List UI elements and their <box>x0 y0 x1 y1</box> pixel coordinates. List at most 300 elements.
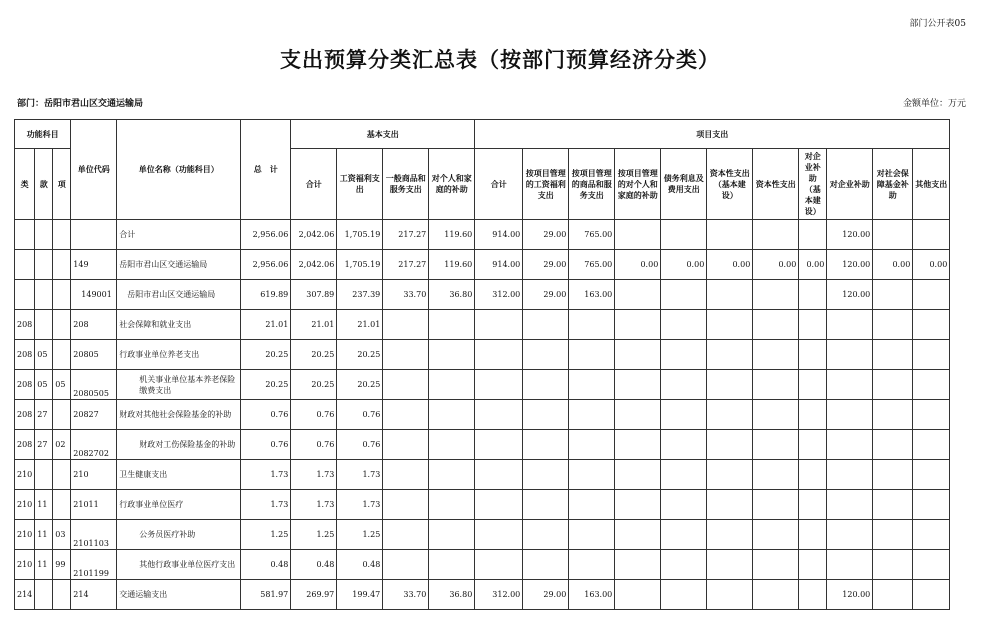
b_person-cell <box>429 430 475 460</box>
b_wage-cell: 1,705.19 <box>337 220 383 250</box>
table-row <box>15 370 950 400</box>
p_goods-cell <box>569 430 615 460</box>
p_goods-cell <box>569 340 615 370</box>
form-number: 部门公开表05 <box>909 19 966 29</box>
project-header: 项目支出 <box>475 120 950 149</box>
p_person-cell <box>615 490 661 520</box>
p_cap-cell: 0.00 <box>753 250 799 280</box>
budget-table <box>14 119 950 610</box>
p_ent_base-cell <box>799 220 827 250</box>
b_person-cell: 36.80 <box>429 580 475 610</box>
p_sum-cell <box>475 310 523 340</box>
p_other-cell <box>913 220 950 250</box>
unit-name-cell: 公务员医疗补助 <box>117 520 241 550</box>
p_goods-cell <box>569 490 615 520</box>
table-row <box>15 250 950 280</box>
b_goods-cell: 33.70 <box>383 280 429 310</box>
p_ent_base-cell <box>799 310 827 340</box>
p_person-cell <box>615 580 661 610</box>
p_ent_base-cell <box>799 340 827 370</box>
b_goods-cell: 217.27 <box>383 250 429 280</box>
unit-name-cell: 合计 <box>117 220 241 250</box>
kuan-header: 款 <box>35 149 53 220</box>
p_person-cell: 0.00 <box>615 250 661 280</box>
b_sum-cell: 1.25 <box>291 520 337 550</box>
p_person-cell <box>615 400 661 430</box>
b_goods-cell <box>383 370 429 400</box>
kuan-cell <box>35 220 53 250</box>
project-col-header: 按项目管理的工资福利支出 <box>523 149 569 220</box>
b_goods-cell <box>383 310 429 340</box>
basic-col-header: 工资福利支出 <box>337 149 383 220</box>
p_goods-cell <box>569 460 615 490</box>
p_cap-cell <box>753 550 799 580</box>
p_wage-cell <box>523 550 569 580</box>
basic-header: 基本支出 <box>291 120 475 149</box>
p_debt-cell <box>661 550 707 580</box>
b_person-cell <box>429 400 475 430</box>
p_social-cell <box>873 550 913 580</box>
xiang-header: 项 <box>53 149 71 220</box>
b_goods-cell <box>383 490 429 520</box>
kuan-cell: 11 <box>35 550 53 580</box>
p_debt-cell <box>661 580 707 610</box>
unit-code-cell: 149 <box>71 250 117 280</box>
p_person-cell <box>615 340 661 370</box>
p_debt-cell <box>661 490 707 520</box>
b_goods-cell: 217.27 <box>383 220 429 250</box>
p_other-cell <box>913 340 950 370</box>
table-row <box>15 220 950 250</box>
p_cap-cell <box>753 340 799 370</box>
p_sum-cell <box>475 370 523 400</box>
total-header: 总 计 <box>241 120 291 220</box>
xiang-cell: 05 <box>53 370 71 400</box>
p_social-cell <box>873 400 913 430</box>
p_social-cell: 0.00 <box>873 250 913 280</box>
b_person-cell: 119.60 <box>429 250 475 280</box>
page-title: 支出预算分类汇总表（按部门预算经济分类） <box>280 48 720 72</box>
lei-cell <box>15 280 35 310</box>
department-label: 部门：岳阳市君山区交通运输局 <box>17 99 144 109</box>
p_wage-cell <box>523 340 569 370</box>
unit-name-cell: 岳阳市君山区交通运输局 <box>117 280 241 310</box>
b_person-cell <box>429 490 475 520</box>
total-cell: 20.25 <box>241 370 291 400</box>
project-col-header: 对企业补助 <box>827 149 873 220</box>
p_cap_base-cell <box>707 310 753 340</box>
table-row <box>15 310 950 340</box>
p_ent_base-cell <box>799 460 827 490</box>
p_goods-cell <box>569 310 615 340</box>
b_sum-cell: 21.01 <box>291 310 337 340</box>
p_wage-cell <box>523 460 569 490</box>
b_goods-cell <box>383 460 429 490</box>
p_goods-cell: 765.00 <box>569 250 615 280</box>
basic-col-header: 对个人和家庭的补助 <box>429 149 475 220</box>
b_sum-cell: 0.48 <box>291 550 337 580</box>
b_person-cell <box>429 310 475 340</box>
func-subject-header: 功能科目 <box>15 120 71 149</box>
p_wage-cell <box>523 310 569 340</box>
p_sum-cell <box>475 430 523 460</box>
xiang-cell <box>53 490 71 520</box>
p_wage-cell: 29.00 <box>523 580 569 610</box>
p_cap-cell <box>753 520 799 550</box>
b_sum-cell: 0.76 <box>291 400 337 430</box>
b_wage-cell: 199.47 <box>337 580 383 610</box>
p_cap_base-cell <box>707 460 753 490</box>
p_ent-cell <box>827 550 873 580</box>
basic-col-header: 一般商品和服务支出 <box>383 149 429 220</box>
p_ent-cell <box>827 430 873 460</box>
p_goods-cell: 765.00 <box>569 220 615 250</box>
xiang-cell <box>53 400 71 430</box>
unit-code-cell: 21011 <box>71 490 117 520</box>
unit-label: 金额单位：万元 <box>902 99 966 109</box>
p_wage-cell: 29.00 <box>523 280 569 310</box>
table-row <box>15 490 950 520</box>
p_person-cell <box>615 550 661 580</box>
project-col-header: 资本性支出（基本建设） <box>707 149 753 220</box>
table-row <box>15 400 950 430</box>
p_ent-cell <box>827 370 873 400</box>
unit-name-cell: 交通运输支出 <box>117 580 241 610</box>
p_ent-cell: 120.00 <box>827 580 873 610</box>
table-row <box>15 550 950 580</box>
p_social-cell <box>873 490 913 520</box>
kuan-cell: 05 <box>35 340 53 370</box>
b_sum-cell: 1.73 <box>291 460 337 490</box>
total-cell: 581.97 <box>241 580 291 610</box>
p_cap-cell <box>753 400 799 430</box>
unit-code-cell: 2101103 <box>71 520 117 550</box>
lei-cell: 208 <box>15 370 35 400</box>
unit-code-header: 单位代码 <box>71 120 117 220</box>
b_goods-cell <box>383 340 429 370</box>
p_person-cell <box>615 370 661 400</box>
p_sum-cell: 914.00 <box>475 220 523 250</box>
unit-name-cell: 岳阳市君山区交通运输局 <box>117 250 241 280</box>
p_ent-cell: 120.00 <box>827 280 873 310</box>
table-row <box>15 340 950 370</box>
lei-cell: 210 <box>15 490 35 520</box>
lei-cell: 208 <box>15 430 35 460</box>
total-cell: 2,956.06 <box>241 250 291 280</box>
unit-code-cell: 20805 <box>71 340 117 370</box>
p_sum-cell <box>475 340 523 370</box>
p_wage-cell <box>523 430 569 460</box>
p_debt-cell <box>661 520 707 550</box>
p_social-cell <box>873 520 913 550</box>
p_debt-cell <box>661 370 707 400</box>
unit-code-cell <box>71 220 117 250</box>
p_other-cell: 0.00 <box>913 250 950 280</box>
p_goods-cell <box>569 520 615 550</box>
p_sum-cell <box>475 400 523 430</box>
xiang-cell <box>53 250 71 280</box>
p_cap_base-cell <box>707 400 753 430</box>
p_ent_base-cell <box>799 430 827 460</box>
p_person-cell <box>615 460 661 490</box>
p_debt-cell <box>661 400 707 430</box>
b_goods-cell <box>383 550 429 580</box>
p_person-cell <box>615 220 661 250</box>
table-row <box>15 280 950 310</box>
p_goods-cell <box>569 370 615 400</box>
b_goods-cell <box>383 520 429 550</box>
p_cap-cell <box>753 460 799 490</box>
p_ent_base-cell <box>799 400 827 430</box>
xiang-cell: 99 <box>53 550 71 580</box>
lei-cell: 214 <box>15 580 35 610</box>
unit-code-cell: 214 <box>71 580 117 610</box>
p_goods-cell: 163.00 <box>569 580 615 610</box>
kuan-cell: 05 <box>35 370 53 400</box>
xiang-cell <box>53 220 71 250</box>
unit-name-header: 单位名称（功能科目） <box>117 120 241 220</box>
lei-cell: 208 <box>15 400 35 430</box>
p_wage-cell <box>523 370 569 400</box>
xiang-cell: 03 <box>53 520 71 550</box>
kuan-cell <box>35 580 53 610</box>
p_debt-cell <box>661 460 707 490</box>
unit-code-cell: 2101199 <box>71 550 117 580</box>
lei-cell <box>15 220 35 250</box>
p_goods-cell <box>569 550 615 580</box>
unit-code-cell: 208 <box>71 310 117 340</box>
p_wage-cell <box>523 400 569 430</box>
p_person-cell <box>615 280 661 310</box>
total-cell: 1.73 <box>241 460 291 490</box>
b_wage-cell: 0.76 <box>337 400 383 430</box>
p_debt-cell <box>661 220 707 250</box>
p_ent-cell <box>827 520 873 550</box>
p_ent_base-cell <box>799 490 827 520</box>
p_cap_base-cell <box>707 430 753 460</box>
p_cap_base-cell <box>707 340 753 370</box>
b_person-cell <box>429 550 475 580</box>
p_cap-cell <box>753 220 799 250</box>
p_ent_base-cell <box>799 520 827 550</box>
p_cap-cell <box>753 280 799 310</box>
lei-header: 类 <box>15 149 35 220</box>
b_sum-cell: 1.73 <box>291 490 337 520</box>
p_ent_base-cell <box>799 550 827 580</box>
total-cell: 619.89 <box>241 280 291 310</box>
p_cap_base-cell: 0.00 <box>707 250 753 280</box>
unit-code-cell: 2080505 <box>71 370 117 400</box>
b_person-cell <box>429 520 475 550</box>
unit-name-cell: 行政事业单位医疗 <box>117 490 241 520</box>
p_social-cell <box>873 340 913 370</box>
p_cap_base-cell <box>707 280 753 310</box>
p_social-cell <box>873 310 913 340</box>
b_person-cell: 119.60 <box>429 220 475 250</box>
p_cap-cell <box>753 310 799 340</box>
kuan-cell: 27 <box>35 400 53 430</box>
lei-cell: 208 <box>15 340 35 370</box>
p_cap-cell <box>753 370 799 400</box>
kuan-cell <box>35 280 53 310</box>
p_social-cell <box>873 280 913 310</box>
p_social-cell <box>873 220 913 250</box>
p_ent_base-cell <box>799 280 827 310</box>
p_other-cell <box>913 460 950 490</box>
kuan-cell: 27 <box>35 430 53 460</box>
project-col-header: 资本性支出 <box>753 149 799 220</box>
total-cell: 0.76 <box>241 400 291 430</box>
p_sum-cell <box>475 520 523 550</box>
p_ent-cell <box>827 490 873 520</box>
unit-name-cell: 机关事业单位基本养老保险缴费支出 <box>117 370 241 400</box>
table-row <box>15 430 950 460</box>
p_ent_base-cell <box>799 580 827 610</box>
p_other-cell <box>913 400 950 430</box>
total-cell: 1.73 <box>241 490 291 520</box>
p_ent-cell: 120.00 <box>827 220 873 250</box>
p_cap_base-cell <box>707 580 753 610</box>
p_ent-cell <box>827 400 873 430</box>
p_ent-cell <box>827 340 873 370</box>
lei-cell: 208 <box>15 310 35 340</box>
p_sum-cell <box>475 490 523 520</box>
p_ent-cell <box>827 460 873 490</box>
p_cap_base-cell <box>707 370 753 400</box>
lei-cell: 210 <box>15 460 35 490</box>
p_debt-cell <box>661 310 707 340</box>
p_social-cell <box>873 430 913 460</box>
p_goods-cell: 163.00 <box>569 280 615 310</box>
p_other-cell <box>913 520 950 550</box>
p_sum-cell <box>475 550 523 580</box>
xiang-cell: 02 <box>53 430 71 460</box>
p_debt-cell <box>661 280 707 310</box>
p_sum-cell <box>475 460 523 490</box>
xiang-cell <box>53 460 71 490</box>
b_sum-cell: 20.25 <box>291 340 337 370</box>
p_cap_base-cell <box>707 220 753 250</box>
p_other-cell <box>913 550 950 580</box>
xiang-cell <box>53 580 71 610</box>
kuan-cell <box>35 460 53 490</box>
lei-cell: 210 <box>15 550 35 580</box>
b_wage-cell: 237.39 <box>337 280 383 310</box>
project-col-header: 对企业补助（基本建设） <box>799 149 827 220</box>
b_goods-cell: 33.70 <box>383 580 429 610</box>
p_wage-cell <box>523 490 569 520</box>
table-row <box>15 460 950 490</box>
basic-col-header: 合计 <box>291 149 337 220</box>
unit-code-cell: 2082702 <box>71 430 117 460</box>
unit-code-cell: 149001 <box>71 280 117 310</box>
b_sum-cell: 2,042.06 <box>291 220 337 250</box>
xiang-cell <box>53 280 71 310</box>
p_sum-cell: 914.00 <box>475 250 523 280</box>
b_wage-cell: 20.25 <box>337 370 383 400</box>
unit-name-cell: 财政对其他社会保险基金的补助 <box>117 400 241 430</box>
total-cell: 20.25 <box>241 340 291 370</box>
lei-cell <box>15 250 35 280</box>
p_wage-cell: 29.00 <box>523 220 569 250</box>
total-cell: 0.48 <box>241 550 291 580</box>
p_cap-cell <box>753 580 799 610</box>
p_person-cell <box>615 430 661 460</box>
p_ent_base-cell: 0.00 <box>799 250 827 280</box>
table-row <box>15 520 950 550</box>
project-col-header: 按项目管理的商品和服务支出 <box>569 149 615 220</box>
p_ent_base-cell <box>799 370 827 400</box>
p_social-cell <box>873 460 913 490</box>
b_wage-cell: 1.25 <box>337 520 383 550</box>
p_person-cell <box>615 520 661 550</box>
b_person-cell <box>429 340 475 370</box>
unit-code-cell: 20827 <box>71 400 117 430</box>
p_wage-cell: 29.00 <box>523 250 569 280</box>
b_goods-cell <box>383 400 429 430</box>
b_person-cell <box>429 370 475 400</box>
p_ent-cell <box>827 310 873 340</box>
p_debt-cell <box>661 340 707 370</box>
b_sum-cell: 2,042.06 <box>291 250 337 280</box>
table-row <box>15 580 950 610</box>
total-cell: 0.76 <box>241 430 291 460</box>
p_other-cell <box>913 490 950 520</box>
p_person-cell <box>615 310 661 340</box>
p_cap-cell <box>753 430 799 460</box>
p_debt-cell <box>661 430 707 460</box>
unit-name-cell: 财政对工伤保险基金的补助 <box>117 430 241 460</box>
p_other-cell <box>913 310 950 340</box>
p_other-cell <box>913 580 950 610</box>
p_cap-cell <box>753 490 799 520</box>
p_debt-cell: 0.00 <box>661 250 707 280</box>
p_sum-cell: 312.00 <box>475 580 523 610</box>
project-col-header: 其他支出 <box>913 149 950 220</box>
b_sum-cell: 20.25 <box>291 370 337 400</box>
p_social-cell <box>873 580 913 610</box>
p_goods-cell <box>569 400 615 430</box>
b_wage-cell: 1.73 <box>337 460 383 490</box>
kuan-cell <box>35 310 53 340</box>
project-col-header: 合计 <box>475 149 523 220</box>
xiang-cell <box>53 310 71 340</box>
unit-name-cell: 卫生健康支出 <box>117 460 241 490</box>
b_wage-cell: 20.25 <box>337 340 383 370</box>
b_person-cell <box>429 460 475 490</box>
b_wage-cell: 0.48 <box>337 550 383 580</box>
p_social-cell <box>873 370 913 400</box>
total-cell: 21.01 <box>241 310 291 340</box>
kuan-cell: 11 <box>35 520 53 550</box>
xiang-cell <box>53 340 71 370</box>
b_person-cell: 36.80 <box>429 280 475 310</box>
b_sum-cell: 0.76 <box>291 430 337 460</box>
p_other-cell <box>913 430 950 460</box>
p_other-cell <box>913 280 950 310</box>
kuan-cell: 11 <box>35 490 53 520</box>
b_wage-cell: 1.73 <box>337 490 383 520</box>
b_wage-cell: 0.76 <box>337 430 383 460</box>
b_sum-cell: 307.89 <box>291 280 337 310</box>
p_other-cell <box>913 370 950 400</box>
b_sum-cell: 269.97 <box>291 580 337 610</box>
unit-name-cell: 社会保障和就业支出 <box>117 310 241 340</box>
unit-code-cell: 210 <box>71 460 117 490</box>
p_cap_base-cell <box>707 520 753 550</box>
p_ent-cell: 120.00 <box>827 250 873 280</box>
total-cell: 2,956.06 <box>241 220 291 250</box>
